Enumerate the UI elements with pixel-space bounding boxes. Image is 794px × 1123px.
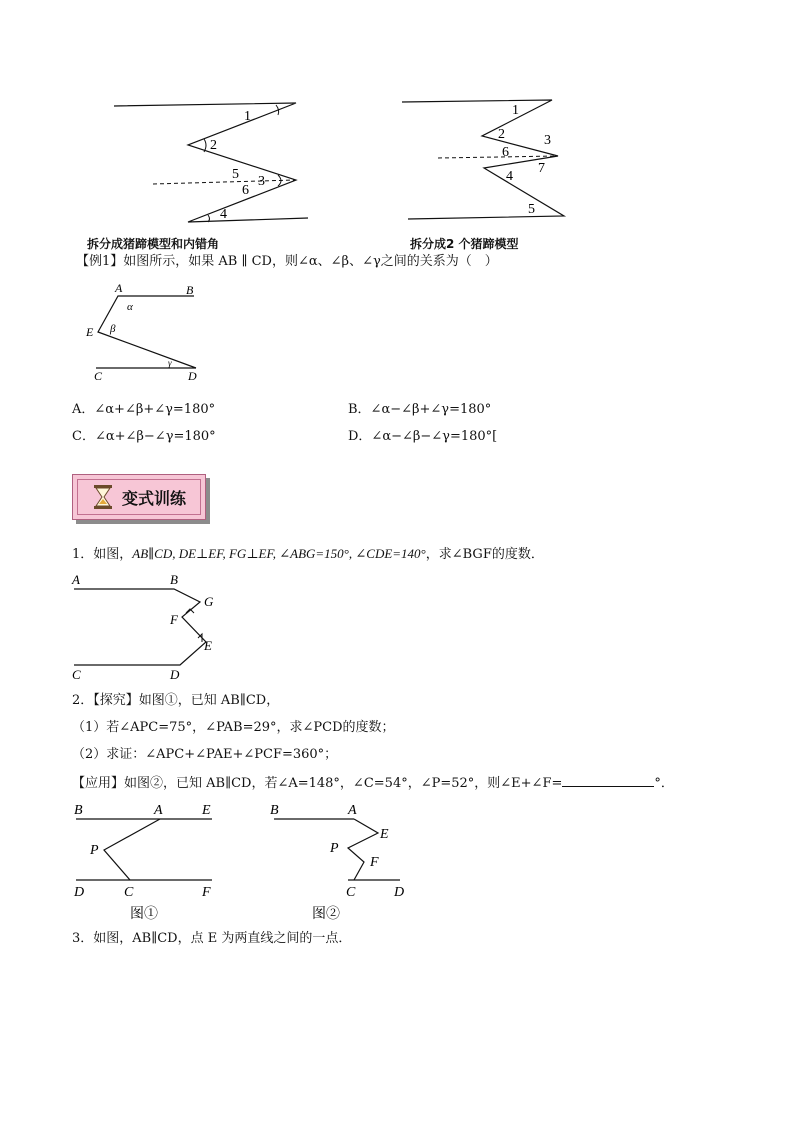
label-C: C xyxy=(72,667,81,682)
example1-figure-svg xyxy=(84,280,214,385)
label-beta: β xyxy=(110,323,116,335)
label-5: 5 xyxy=(528,202,535,217)
label-3: 3 xyxy=(258,174,265,189)
path-AEPFC xyxy=(348,819,378,880)
q2-figure2 xyxy=(268,800,418,925)
q1-polyline xyxy=(74,589,206,665)
top-left-figure xyxy=(108,98,318,228)
q2-line4 xyxy=(72,774,674,793)
label-1: 1 xyxy=(512,103,519,118)
top-left-figure-svg xyxy=(108,98,318,228)
label-F: F xyxy=(170,612,178,627)
q1-math: AB∥CD, DE⊥EF, FG⊥EF, ∠ABG=150°, ∠CDE=140° xyxy=(132,546,426,561)
q1-prefix: 1．如图， xyxy=(72,547,133,562)
path-APC xyxy=(104,819,160,880)
label-A: A xyxy=(115,281,123,295)
label-B: B xyxy=(170,572,178,587)
label-2: 2 xyxy=(498,127,505,142)
label-G: G xyxy=(204,594,214,609)
label-E: E xyxy=(204,638,212,653)
q1-suffix: ，求∠BGF的度数． xyxy=(425,547,544,562)
q2-line4-prefix: 【应用】如图②，已知 AB∥CD，若∠A=148°，∠C=54°，∠P=52°，则∠E+∠F= xyxy=(72,776,563,791)
fig1-caption: 图① xyxy=(130,907,158,922)
label-gamma: γ xyxy=(168,358,172,368)
label-D: D xyxy=(394,885,405,900)
label-4: 4 xyxy=(506,169,513,184)
label-3: 3 xyxy=(544,133,551,148)
q2-line1: 2．【探究】如图①，已知 AB∥CD， xyxy=(72,693,280,708)
label-E: E xyxy=(202,803,211,818)
label-P: P xyxy=(330,841,339,856)
label-D: D xyxy=(188,369,197,383)
top-left-caption: 拆分成猪蹄模型和内错角 xyxy=(87,237,220,251)
q2-line3: （2）求证：∠APC+∠PAE+∠PCF=360°； xyxy=(72,747,338,762)
option-b: B．∠α−∠β+∠γ=180° xyxy=(348,402,492,417)
label-alpha: α xyxy=(127,301,133,313)
q1-figure xyxy=(70,570,230,685)
label-C: C xyxy=(124,885,134,900)
label-4: 4 xyxy=(220,207,227,222)
label-F: F xyxy=(202,885,211,900)
hourglass-icon xyxy=(92,484,114,510)
answer-blank[interactable] xyxy=(562,774,654,787)
label-C: C xyxy=(346,885,356,900)
section-badge-inner xyxy=(77,479,201,515)
label-5: 5 xyxy=(232,167,239,182)
zigzag-lines xyxy=(402,100,564,219)
label-B: B xyxy=(270,803,279,818)
dashed-parallel-line xyxy=(153,180,296,184)
label-A: A xyxy=(348,803,357,818)
label-E: E xyxy=(380,827,389,842)
option-c: C．∠α+∠β−∠γ=180° xyxy=(72,429,216,444)
q1-text xyxy=(72,545,544,564)
q1-figure-svg xyxy=(70,570,230,685)
top-right-figure xyxy=(400,96,580,221)
label-E: E xyxy=(86,325,94,339)
section-badge xyxy=(72,474,206,520)
q3-text: 3．如图，AB∥CD，点 E 为两直线之间的一点． xyxy=(72,931,352,946)
label-B: B xyxy=(186,283,194,297)
label-F: F xyxy=(370,855,379,870)
dashed-parallel-line xyxy=(438,156,558,158)
label-1: 1 xyxy=(244,109,251,124)
label-6: 6 xyxy=(242,183,249,198)
label-D: D xyxy=(74,885,85,900)
example1-question: 【例1】如图所示，如果 AB ∥ CD，则∠α、∠β、∠γ之间的关系为（ ） xyxy=(76,254,498,269)
label-A: A xyxy=(72,572,80,587)
label-P: P xyxy=(90,843,99,858)
label-2: 2 xyxy=(210,138,217,153)
q2-figure1 xyxy=(72,800,222,925)
label-7: 7 xyxy=(538,161,545,176)
label-D: D xyxy=(170,667,180,682)
label-A: A xyxy=(154,803,163,818)
q2-figure2-svg xyxy=(268,800,418,925)
top-right-caption: 拆分成2 个猪蹄模型 xyxy=(410,237,519,251)
top-right-figure-svg xyxy=(400,96,580,221)
q2-line2: （1）若∠APC=75°，∠PAB=29°，求∠PCD的度数； xyxy=(72,720,395,735)
label-6: 6 xyxy=(502,145,509,160)
section-title: 变式训练 xyxy=(122,488,187,508)
option-d: D．∠α−∠β−∠γ=180°[ xyxy=(348,429,498,444)
label-C: C xyxy=(94,369,103,383)
zigzag-lines xyxy=(114,103,308,222)
fig2-caption: 图② xyxy=(312,907,340,922)
q2-figure1-svg xyxy=(72,800,222,925)
q2-line4-suffix: °． xyxy=(654,776,674,791)
option-a: A．∠α+∠β+∠γ=180° xyxy=(72,402,216,417)
label-B: B xyxy=(74,803,83,818)
example1-figure xyxy=(84,280,214,385)
